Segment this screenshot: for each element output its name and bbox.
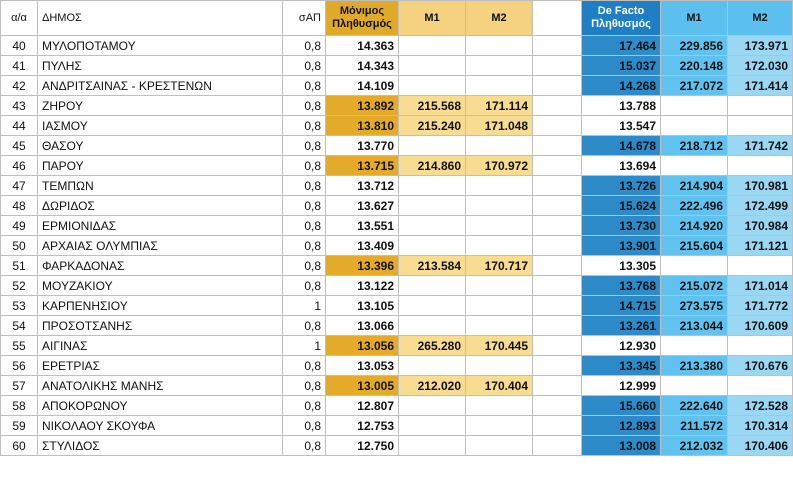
cell-m1[interactable]: [399, 396, 466, 416]
table-row: [1, 276, 793, 296]
cell-m1[interactable]: [399, 436, 466, 456]
cell-gap[interactable]: [533, 156, 582, 176]
cell-pop[interactable]: 14.109: [326, 76, 399, 96]
cell-dm2[interactable]: [728, 116, 793, 136]
cell-m1[interactable]: [399, 276, 466, 296]
cell-sap[interactable]: 0,8: [283, 356, 326, 376]
cell-m1[interactable]: 265.280: [399, 336, 466, 356]
cell-m2[interactable]: 170.717: [466, 256, 533, 276]
cell-pop[interactable]: 13.066: [326, 316, 399, 336]
cell-df[interactable]: 13.768: [582, 276, 661, 296]
cell-idx[interactable]: 51: [1, 256, 38, 276]
cell-m2[interactable]: [466, 296, 533, 316]
header-gap[interactable]: [533, 1, 582, 36]
cell-m1[interactable]: [399, 316, 466, 336]
cell-sap[interactable]: 0,8: [283, 36, 326, 56]
header-df-line2: Πληθυσμός: [591, 18, 651, 30]
cell-dm1[interactable]: 229.856: [661, 36, 728, 56]
cell-gap[interactable]: [533, 96, 582, 116]
cell-name[interactable]: ΚΑΡΠΕΝΗΣΙΟΥ: [38, 296, 283, 316]
cell-dm1[interactable]: 215.072: [661, 276, 728, 296]
table-row: [1, 356, 793, 376]
table-row: [1, 36, 793, 56]
cell-pop[interactable]: 13.627: [326, 196, 399, 216]
cell-gap[interactable]: [533, 136, 582, 156]
table-row: [1, 56, 793, 76]
cell-df[interactable]: 14.268: [582, 76, 661, 96]
table-row: [1, 196, 793, 216]
cell-gap[interactable]: [533, 276, 582, 296]
header-dm2[interactable]: M2: [728, 1, 793, 36]
cell-m1[interactable]: 215.568: [399, 96, 466, 116]
cell-gap[interactable]: [533, 376, 582, 396]
cell-name[interactable]: ΝΙΚΟΛΑΟΥ ΣΚΟΥΦΑ: [38, 416, 283, 436]
cell-idx[interactable]: 55: [1, 336, 38, 356]
cell-name[interactable]: ΤΕΜΠΩΝ: [38, 176, 283, 196]
cell-pop[interactable]: 13.005: [326, 376, 399, 396]
cell-name[interactable]: ΑΡΧΑΙΑΣ ΟΛΥΜΠΙΑΣ: [38, 236, 283, 256]
cell-dm2[interactable]: [728, 96, 793, 116]
cell-df[interactable]: 13.345: [582, 356, 661, 376]
cell-dm2[interactable]: [728, 376, 793, 396]
cell-dm2[interactable]: 170.406: [728, 436, 793, 456]
cell-pop[interactable]: 13.396: [326, 256, 399, 276]
cell-df[interactable]: 13.261: [582, 316, 661, 336]
cell-idx[interactable]: 50: [1, 236, 38, 256]
cell-dm2[interactable]: 170.314: [728, 416, 793, 436]
header-pop-line2: Πληθυσμός: [332, 18, 392, 30]
cell-m2[interactable]: 170.972: [466, 156, 533, 176]
cell-name[interactable]: ΠΥΛΗΣ: [38, 56, 283, 76]
header-dm1[interactable]: M1: [661, 1, 728, 36]
cell-name[interactable]: ΖΗΡΟΥ: [38, 96, 283, 116]
cell-name[interactable]: ΕΡΜΙΟΝΙΔΑΣ: [38, 216, 283, 236]
cell-dm1[interactable]: [661, 376, 728, 396]
cell-dm2[interactable]: 170.984: [728, 216, 793, 236]
cell-sap[interactable]: 1: [283, 336, 326, 356]
cell-df[interactable]: 13.788: [582, 96, 661, 116]
header-name[interactable]: ΔΗΜΟΣ: [38, 1, 283, 36]
cell-sap[interactable]: 0,8: [283, 196, 326, 216]
table-row: [1, 156, 793, 176]
cell-m2[interactable]: [466, 236, 533, 256]
cell-sap[interactable]: 0,8: [283, 56, 326, 76]
cell-sap[interactable]: 0,8: [283, 176, 326, 196]
header-m2[interactable]: M2: [466, 1, 533, 36]
cell-sap[interactable]: 0,8: [283, 436, 326, 456]
header-sap[interactable]: σΑΠ: [283, 1, 326, 36]
cell-dm1[interactable]: [661, 96, 728, 116]
header-m1[interactable]: M1: [399, 1, 466, 36]
cell-df[interactable]: 12.930: [582, 336, 661, 356]
cell-df[interactable]: 13.305: [582, 256, 661, 276]
cell-df[interactable]: 12.999: [582, 376, 661, 396]
cell-dm2[interactable]: 172.528: [728, 396, 793, 416]
cell-dm1[interactable]: 213.044: [661, 316, 728, 336]
cell-gap[interactable]: [533, 236, 582, 256]
cell-df[interactable]: 12.893: [582, 416, 661, 436]
cell-df[interactable]: 14.715: [582, 296, 661, 316]
cell-df[interactable]: 17.464: [582, 36, 661, 56]
cell-gap[interactable]: [533, 36, 582, 56]
cell-m1[interactable]: [399, 296, 466, 316]
cell-sap[interactable]: 0,8: [283, 316, 326, 336]
header-df[interactable]: [582, 1, 661, 36]
cell-m2[interactable]: 170.404: [466, 376, 533, 396]
cell-dm1[interactable]: 222.496: [661, 196, 728, 216]
cell-idx[interactable]: 57: [1, 376, 38, 396]
cell-gap[interactable]: [533, 416, 582, 436]
table-row: [1, 296, 793, 316]
cell-name[interactable]: ΑΠΟΚΟΡΩΝΟΥ: [38, 396, 283, 416]
cell-sap[interactable]: 0,8: [283, 76, 326, 96]
cell-m1[interactable]: [399, 416, 466, 436]
cell-idx[interactable]: 44: [1, 116, 38, 136]
cell-dm2[interactable]: 172.030: [728, 56, 793, 76]
header-row: [1, 1, 793, 36]
cell-name[interactable]: ΠΡΟΣΟΤΣΑΝΗΣ: [38, 316, 283, 336]
cell-pop[interactable]: 13.409: [326, 236, 399, 256]
cell-dm1[interactable]: [661, 336, 728, 356]
cell-idx[interactable]: 54: [1, 316, 38, 336]
cell-name[interactable]: ΜΥΛΟΠΟΤΑΜΟΥ: [38, 36, 283, 56]
cell-pop[interactable]: 13.056: [326, 336, 399, 356]
cell-gap[interactable]: [533, 356, 582, 376]
cell-dm1[interactable]: [661, 116, 728, 136]
cell-df[interactable]: 13.901: [582, 236, 661, 256]
cell-m2[interactable]: [466, 316, 533, 336]
cell-name[interactable]: ΑΝΑΤΟΛΙΚΗΣ ΜΑΝΗΣ: [38, 376, 283, 396]
cell-pop[interactable]: 13.551: [326, 216, 399, 236]
cell-sap[interactable]: 0,8: [283, 236, 326, 256]
cell-dm2[interactable]: 171.414: [728, 76, 793, 96]
cell-m1[interactable]: 215.240: [399, 116, 466, 136]
cell-pop[interactable]: 13.715: [326, 156, 399, 176]
cell-sap[interactable]: 1: [283, 296, 326, 316]
cell-m1[interactable]: [399, 56, 466, 76]
cell-sap[interactable]: 0,8: [283, 276, 326, 296]
table-row: [1, 316, 793, 336]
cell-name[interactable]: ΘΑΣΟΥ: [38, 136, 283, 156]
cell-m2[interactable]: 171.048: [466, 116, 533, 136]
cell-dm2[interactable]: 171.014: [728, 276, 793, 296]
cell-sap[interactable]: 0,8: [283, 416, 326, 436]
cell-name[interactable]: ΑΙΓΙΝΑΣ: [38, 336, 283, 356]
cell-df[interactable]: 15.624: [582, 196, 661, 216]
cell-idx[interactable]: 45: [1, 136, 38, 156]
cell-m2[interactable]: [466, 196, 533, 216]
cell-dm2[interactable]: [728, 336, 793, 356]
cell-df[interactable]: 13.008: [582, 436, 661, 456]
cell-dm1[interactable]: [661, 256, 728, 276]
cell-m2[interactable]: [466, 416, 533, 436]
cell-name[interactable]: ΕΡΕΤΡΙΑΣ: [38, 356, 283, 376]
header-pop[interactable]: [326, 1, 399, 36]
cell-sap[interactable]: 0,8: [283, 396, 326, 416]
table-row: [1, 436, 793, 456]
cell-pop[interactable]: 13.122: [326, 276, 399, 296]
cell-pop[interactable]: 13.053: [326, 356, 399, 376]
cell-gap[interactable]: [533, 76, 582, 96]
cell-gap[interactable]: [533, 256, 582, 276]
cell-m2[interactable]: [466, 276, 533, 296]
cell-name[interactable]: ΔΩΡΙΔΟΣ: [38, 196, 283, 216]
cell-sap[interactable]: 0,8: [283, 156, 326, 176]
cell-pop[interactable]: 14.343: [326, 56, 399, 76]
cell-name[interactable]: ΠΑΡΟΥ: [38, 156, 283, 176]
table-row: [1, 176, 793, 196]
cell-dm1[interactable]: 213.380: [661, 356, 728, 376]
cell-gap[interactable]: [533, 436, 582, 456]
cell-name[interactable]: ΜΟΥΖΑΚΙΟΥ: [38, 276, 283, 296]
header-df-line1: De Facto: [597, 5, 645, 17]
cell-name[interactable]: ΙΑΣΜΟΥ: [38, 116, 283, 136]
cell-pop[interactable]: 14.363: [326, 36, 399, 56]
cell-m2[interactable]: [466, 56, 533, 76]
cell-idx[interactable]: 46: [1, 156, 38, 176]
cell-dm2[interactable]: 170.676: [728, 356, 793, 376]
cell-pop[interactable]: 13.770: [326, 136, 399, 156]
cell-dm2[interactable]: [728, 256, 793, 276]
table-row: [1, 416, 793, 436]
cell-m1[interactable]: [399, 36, 466, 56]
cell-m1[interactable]: [399, 216, 466, 236]
cell-m2[interactable]: [466, 216, 533, 236]
cell-dm2[interactable]: 170.609: [728, 316, 793, 336]
cell-dm2[interactable]: 172.499: [728, 196, 793, 216]
header-pop-line1: Μόνιμος: [339, 5, 385, 17]
cell-sap[interactable]: 0,8: [283, 116, 326, 136]
cell-sap[interactable]: 0,8: [283, 96, 326, 116]
cell-pop[interactable]: 12.753: [326, 416, 399, 436]
cell-sap[interactable]: 0,8: [283, 376, 326, 396]
cell-dm1[interactable]: [661, 156, 728, 176]
cell-idx[interactable]: 56: [1, 356, 38, 376]
cell-df[interactable]: 13.730: [582, 216, 661, 236]
cell-dm1[interactable]: 222.640: [661, 396, 728, 416]
cell-name[interactable]: ΦΑΡΚΑΔΟΝΑΣ: [38, 256, 283, 276]
cell-sap[interactable]: 0,8: [283, 256, 326, 276]
cell-name[interactable]: ΣΤΥΛΙΔΟΣ: [38, 436, 283, 456]
cell-pop[interactable]: 13.712: [326, 176, 399, 196]
cell-m1[interactable]: 212.020: [399, 376, 466, 396]
cell-pop[interactable]: 13.810: [326, 116, 399, 136]
table-row: [1, 136, 793, 156]
cell-dm1[interactable]: 211.572: [661, 416, 728, 436]
cell-m2[interactable]: 170.445: [466, 336, 533, 356]
cell-m2[interactable]: [466, 356, 533, 376]
cell-idx[interactable]: 49: [1, 216, 38, 236]
cell-df[interactable]: 13.694: [582, 156, 661, 176]
cell-m2[interactable]: [466, 436, 533, 456]
cell-dm1[interactable]: 215.604: [661, 236, 728, 256]
cell-idx[interactable]: 41: [1, 56, 38, 76]
cell-df[interactable]: 13.547: [582, 116, 661, 136]
cell-dm1[interactable]: 220.148: [661, 56, 728, 76]
cell-pop[interactable]: 12.807: [326, 396, 399, 416]
table-row: [1, 236, 793, 256]
cell-pop[interactable]: 12.750: [326, 436, 399, 456]
table-row: [1, 216, 793, 236]
cell-idx[interactable]: 58: [1, 396, 38, 416]
table-row: [1, 96, 793, 116]
table-row: [1, 376, 793, 396]
cell-m2[interactable]: [466, 136, 533, 156]
cell-df[interactable]: 14.678: [582, 136, 661, 156]
cell-m1[interactable]: [399, 236, 466, 256]
cell-idx[interactable]: 53: [1, 296, 38, 316]
cell-dm1[interactable]: 217.072: [661, 76, 728, 96]
cell-dm2[interactable]: 173.971: [728, 36, 793, 56]
table-row: [1, 336, 793, 356]
table-row: [1, 76, 793, 96]
cell-sap[interactable]: 0,8: [283, 136, 326, 156]
cell-dm1[interactable]: 214.920: [661, 216, 728, 236]
cell-gap[interactable]: [533, 296, 582, 316]
table-row: [1, 396, 793, 416]
cell-m1[interactable]: 213.584: [399, 256, 466, 276]
cell-dm1[interactable]: 218.712: [661, 136, 728, 156]
cell-m1[interactable]: 214.860: [399, 156, 466, 176]
cell-dm2[interactable]: 171.121: [728, 236, 793, 256]
cell-idx[interactable]: 52: [1, 276, 38, 296]
cell-name[interactable]: ΑΝΔΡΙΤΣΑΙΝΑΣ - ΚΡΕΣΤΕΝΩΝ: [38, 76, 283, 96]
cell-dm2[interactable]: 171.772: [728, 296, 793, 316]
cell-m1[interactable]: [399, 356, 466, 376]
table-body: [1, 36, 793, 456]
cell-dm2[interactable]: [728, 156, 793, 176]
cell-idx[interactable]: 43: [1, 96, 38, 116]
cell-df[interactable]: 13.726: [582, 176, 661, 196]
cell-df[interactable]: 15.660: [582, 396, 661, 416]
table-row: [1, 256, 793, 276]
cell-m2[interactable]: [466, 176, 533, 196]
cell-df[interactable]: 15.037: [582, 56, 661, 76]
cell-gap[interactable]: [533, 216, 582, 236]
cell-gap[interactable]: [533, 116, 582, 136]
cell-pop[interactable]: 13.105: [326, 296, 399, 316]
cell-dm2[interactable]: 171.742: [728, 136, 793, 156]
cell-dm1[interactable]: 214.904: [661, 176, 728, 196]
cell-gap[interactable]: [533, 196, 582, 216]
cell-idx[interactable]: 59: [1, 416, 38, 436]
cell-m1[interactable]: [399, 176, 466, 196]
cell-m1[interactable]: [399, 196, 466, 216]
cell-pop[interactable]: 13.892: [326, 96, 399, 116]
cell-m2[interactable]: [466, 36, 533, 56]
cell-gap[interactable]: [533, 176, 582, 196]
cell-gap[interactable]: [533, 316, 582, 336]
header-idx[interactable]: α/α: [1, 1, 38, 36]
table-row: [1, 116, 793, 136]
cell-sap[interactable]: 0,8: [283, 216, 326, 236]
cell-dm1[interactable]: 212.032: [661, 436, 728, 456]
cell-gap[interactable]: [533, 56, 582, 76]
cell-idx[interactable]: 47: [1, 176, 38, 196]
cell-gap[interactable]: [533, 396, 582, 416]
cell-m2[interactable]: [466, 396, 533, 416]
cell-idx[interactable]: 48: [1, 196, 38, 216]
cell-idx[interactable]: 42: [1, 76, 38, 96]
cell-dm2[interactable]: 170.981: [728, 176, 793, 196]
cell-idx[interactable]: 40: [1, 36, 38, 56]
cell-gap[interactable]: [533, 336, 582, 356]
cell-m1[interactable]: [399, 76, 466, 96]
cell-m2[interactable]: [466, 76, 533, 96]
cell-idx[interactable]: 60: [1, 436, 38, 456]
cell-dm1[interactable]: 273.575: [661, 296, 728, 316]
cell-m2[interactable]: 171.114: [466, 96, 533, 116]
cell-m1[interactable]: [399, 136, 466, 156]
